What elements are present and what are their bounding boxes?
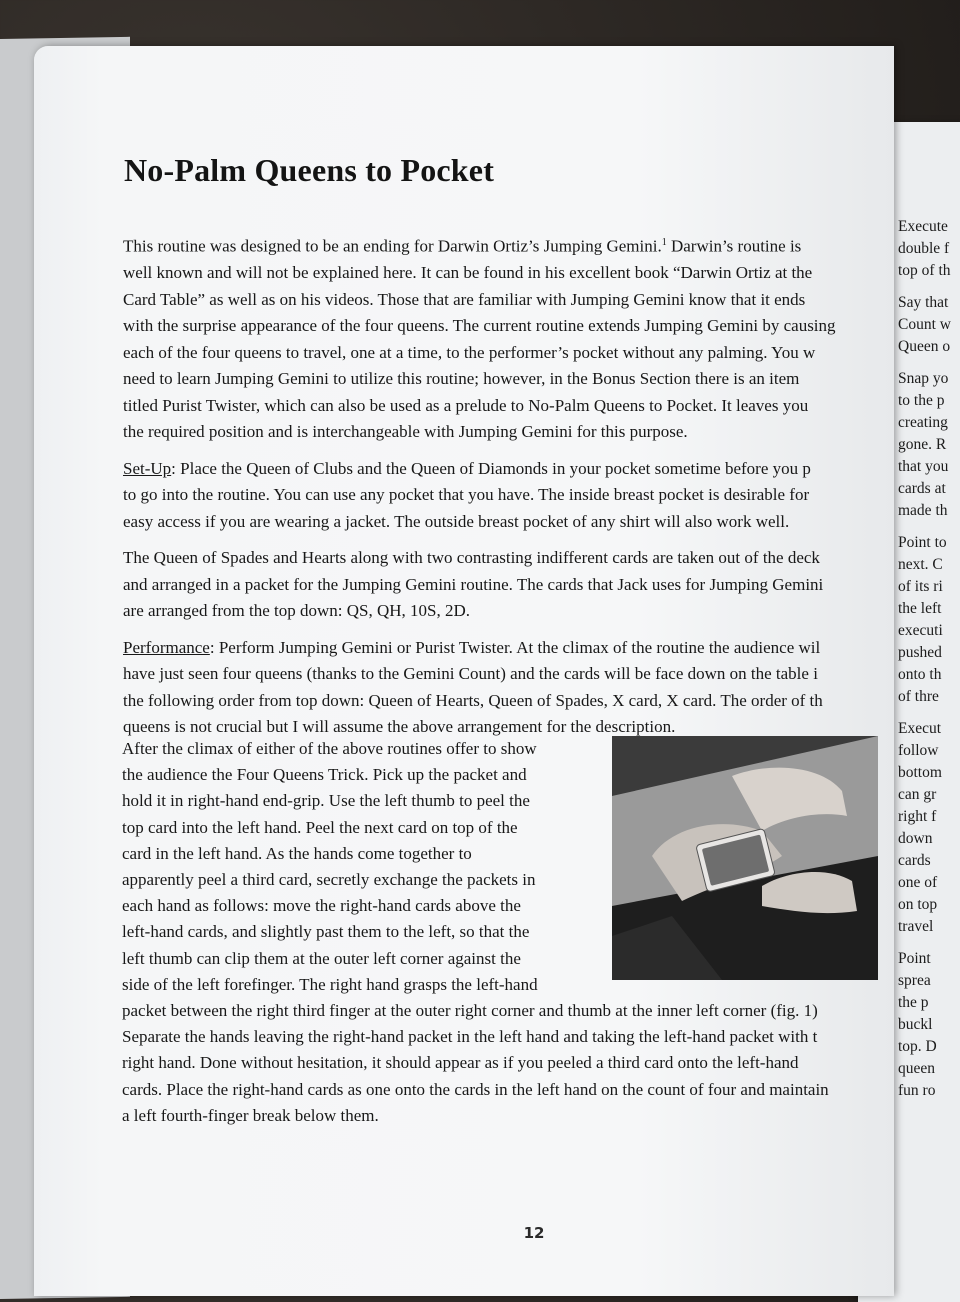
facing-page-line: creating [898, 414, 948, 431]
facing-page-line: Snap yo [898, 370, 949, 387]
facing-page-gap [898, 358, 960, 368]
climax-line: the audience the Four Queens Trick. Pick up the packet and [122, 765, 527, 785]
intro-paragraph [123, 230, 863, 446]
facing-page-line: one of [898, 874, 938, 891]
facing-page-line: gone. R [898, 436, 947, 453]
facing-page-gap [898, 522, 960, 532]
intro-line: with the surprise appearance of the four queens. The current routine extends Jumping Gemini by causing [123, 316, 836, 336]
climax-line: right hand. Done without hesitation, it should appear as if you peeled a third card onto the left-hand [122, 1053, 799, 1073]
performance-label: Performance [123, 637, 210, 657]
performance-line: the following order from top down: Queen of Hearts, Queen of Spades, X card, X card. The order of th [123, 690, 823, 710]
facing-page-line: to the p [898, 392, 945, 409]
facing-page-line: Execute [898, 218, 948, 235]
facing-page-line: made th [898, 502, 948, 519]
facing-page-gap [898, 708, 960, 718]
facing-page-line: cards at [898, 480, 946, 497]
climax-line: packet between the right third finger at the outer right corner and thumb at the inner left corner (fig. 1) [122, 1001, 818, 1021]
performance-paragraph [123, 635, 863, 741]
hands-cards-photo [612, 736, 878, 980]
setup-label: Set-Up [123, 458, 172, 478]
facing-page-line: Point [898, 950, 931, 967]
performance-line: have just seen four queens (thanks to the Gemini Count) and the cards will be face down on the table i [123, 664, 818, 684]
facing-page-line: follow [898, 742, 939, 759]
setup-line-1: Set-Up: Place the Queen of Clubs and the Queen of Diamonds in your pocket sometime before you p [123, 458, 811, 478]
facing-page-line: Point to [898, 534, 947, 551]
facing-page-line: top. D [898, 1038, 937, 1055]
facing-page-line: of thre [898, 688, 939, 705]
facing-page-line: of its ri [898, 578, 943, 595]
facing-page-line: the left [898, 600, 942, 617]
arrangement-line: are arranged from the top down: QS, QH, 10S, 2D. [123, 601, 471, 621]
photo-illustration [612, 736, 878, 980]
facing-page-line: Count w [898, 316, 951, 333]
facing-page-line: Execut [898, 720, 942, 737]
arrangement-paragraph [123, 545, 863, 625]
facing-page-line: the p [898, 994, 929, 1011]
facing-page-line: travel [898, 918, 934, 935]
intro-line: Card Table” as well as on his videos. Those that are familiar with Jumping Gemini know that it ends [123, 289, 806, 309]
facing-page-line: that you [898, 458, 949, 475]
climax-line: cards. Place the right-hand cards as one onto the cards in the left hand on the count of four and maintain [122, 1079, 829, 1099]
performance-line-1: Performance: Perform Jumping Gemini or Purist Twister. At the climax of the routine the audience wil [123, 637, 821, 657]
arrangement-line: and arranged in a packet for the Jumping Gemini routine. The cards that Jack uses for Jumping Gemini [123, 574, 824, 594]
facing-page-line: down [898, 830, 933, 847]
facing-page-line: double f [898, 240, 950, 257]
setup-paragraph [123, 456, 863, 536]
footnote-marker: 1 [661, 237, 667, 248]
climax-line: left thumb can clip them at the outer left corner against the [122, 948, 521, 968]
setup-line: to go into the routine. You can use any pocket that you have. The inside breast pocket is desirable for [123, 485, 810, 505]
facing-page-gap [898, 282, 960, 292]
facing-page-line: Queen o [898, 338, 951, 355]
facing-page-line: on top [898, 896, 938, 913]
climax-line: Separate the hands leaving the right-hand packet in the left hand and taking the left-hand packet with t [122, 1027, 818, 1047]
facing-page-line: pushed [898, 644, 942, 661]
intro-line: well known and will not be explained here. It can be found in his excellent book “Darwin Ortiz at the [123, 263, 813, 283]
intro-line: each of the four queens to travel, one at a time, to the performer’s pocket without any palming. You w [123, 342, 816, 362]
page-number: 12 [523, 1224, 545, 1242]
facing-page-line: onto th [898, 666, 942, 683]
facing-page-line: cards [898, 852, 931, 869]
climax-line: hold it in right-hand end-grip. Use the left thumb to peel the [122, 791, 530, 811]
climax-line: left-hand cards, and slightly past them to the left, so that the [122, 922, 530, 942]
facing-page-line: queen [898, 1060, 936, 1077]
performance-line: queens is not crucial but I will assume the above arrangement for the description. [123, 717, 676, 737]
facing-page-line: buckl [898, 1016, 933, 1033]
facing-page-line: next. C [898, 556, 943, 573]
body-text [123, 230, 863, 751]
setup-line: easy access if you are wearing a jacket. The outside breast pocket of any shirt will also work well. [123, 511, 790, 531]
facing-page-line: bottom [898, 764, 942, 781]
climax-line: apparently peel a third card, secretly exchange the packets in [122, 870, 536, 890]
facing-page-line: top of th [898, 262, 951, 279]
page-title: No-Palm Queens to Pocket [124, 152, 495, 188]
facing-page-line: Say that [898, 294, 949, 311]
intro-line-1: This routine was designed to be an ending for Darwin Ortiz’s Jumping Gemini.$^1$ Darwin’s routine is [123, 236, 802, 256]
facing-page-line: can gr [898, 786, 937, 803]
climax-line: After the climax of either of the above routines offer to show [122, 739, 537, 758]
facing-page-gap [898, 938, 960, 948]
climax-line: side of the left forefinger. The right hand grasps the left-hand [122, 974, 538, 994]
climax-line: each hand as follows: move the right-hand cards above the [122, 896, 521, 916]
facing-page-text [898, 216, 960, 1102]
intro-line: need to learn Jumping Gemini to utilize this routine; however, in the Bonus Section there is an item [123, 369, 800, 389]
facing-page-line: fun ro [898, 1082, 936, 1099]
facing-page-line: sprea [898, 972, 931, 989]
climax-line: top card into the left hand. Peel the next card on top of the [122, 817, 518, 837]
intro-line: titled Purist Twister, which can also be used as a prelude to No-Palm Queens to Pocket. It leaves you [123, 395, 809, 415]
facing-page-line: right f [898, 808, 937, 825]
intro-line: the required position and is interchangeable with Jumping Gemini for this purpose. [123, 422, 688, 442]
arrangement-line: The Queen of Spades and Hearts along with two contrasting indifferent cards are taken out of the deck [123, 548, 820, 568]
facing-page-line: executi [898, 622, 943, 639]
climax-line: card in the left hand. As the hands come together to [122, 843, 472, 863]
climax-line: a left fourth-finger break below them. [122, 1105, 379, 1125]
